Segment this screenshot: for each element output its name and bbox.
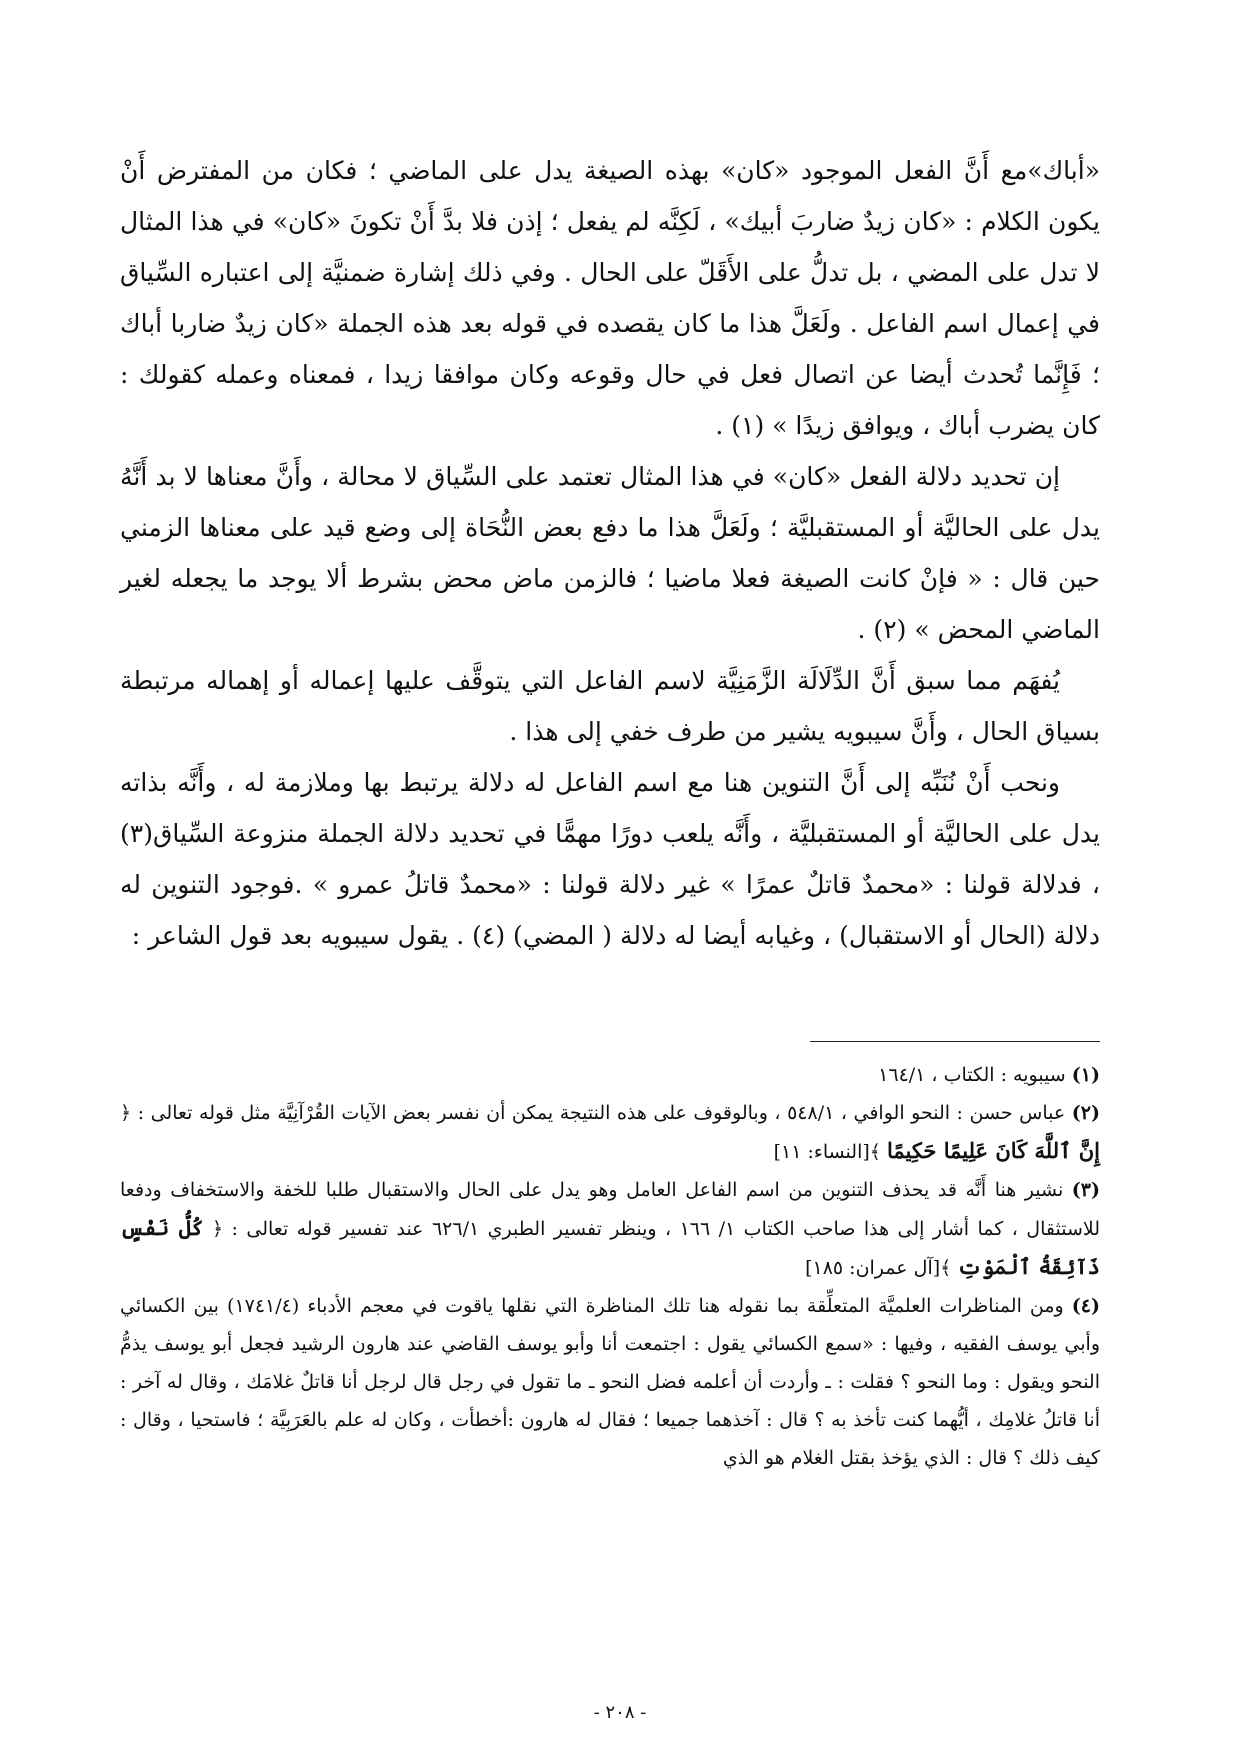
footnote-text: ومن المناظرات العلميَّة المتعلِّقة بما نقوله هنا تلك المناظرة التي نقلها ياقوت في معجم الأدباء (١٧٤١/٤) بين الكسائي وأبي يوسف الفقيه ، وفيها : «سمع الكسائي يقول : اجتمعت أنا وأبو يوسف القاضي عند هارون الرشيد فجعل أبو يوسف يذمُّ النحو ويقول : وما النحو ؟ فقلت : ـ وأردت أن أعلمه فضل النحو ـ ما تقول في رجل قال لرجل أنا قاتلٌ غلامَك ، وقال له آخر : أنا قاتلُ غلامِك ، أيُّهما كنت تأخذ به ؟ قال : آخذهما جميعا ؛ فقال له هارون :أخطأت ، وكان له علم بالعَرَبِيَّة ؛ فاستحيا ، وقال : كيف ذلك ؟ قال : الذي يؤخذ بقتل الغلام هو الذي xyxy=(120,1295,1100,1469)
footnote-number: (٤) xyxy=(1071,1295,1101,1317)
footnotes xyxy=(120,1056,1100,1477)
footnote-1 xyxy=(120,1056,1100,1094)
verse-reference: ﴾[النساء: ١١] xyxy=(773,1141,881,1163)
page-number: - ٢٠٨ - xyxy=(593,1702,647,1723)
footnote-2 xyxy=(120,1094,1100,1171)
footnote-text: نشير هنا أَنَّه قد يحذف التنوين من اسم الفاعل العامل وهو يدل على الحال والاستقبال طلبا للخفة والاستخفاف ودفعا للاستثقال ، كما أشار إلى هذا صاحب الكتاب ١/ ١٦٦ ، وينظر تفسير الطبري ٦٢٦/١ عند تفسير قوله تعالى : ﴿ xyxy=(120,1179,1101,1240)
quran-verse: كُلُّ نَفْسٍ ذَآئِقَةُ ٱلْمَوْتِ xyxy=(120,1215,1100,1279)
footnote-text: سيبويه : الكتاب ، ١٦٤/١ xyxy=(878,1064,1066,1086)
main-text xyxy=(120,145,1100,961)
footnote-number: (٣) xyxy=(1071,1179,1100,1201)
footnote-text: عباس حسن : النحو الوافي ، ٥٤٨/١ ، وبالوقوف على هذه النتيجة يمكن أن نفسر بعض الآيات القُرْآنِيَّة مثل قوله تعالى : ﴿ xyxy=(120,1102,1066,1124)
body-paragraph-1: «أباك»مع أَنَّ الفعل الموجود «كان» بهذه الصيغة يدل على الماضي ؛ فكان من المفترض أَنْ يكون الكلام : «كان زيدٌ ضاربَ أبيك» ، لَكِنَّه لم يفعل ؛ إذن فلا بدَّ أَنْ تكونَ «كان» في هذا المثال لا تدل على المضي ، بل تدلُّ على الأَقَلّ على الحال . وفي ذلك إشارة ضمنيَّة إلى اعتباره السِّياق في إعمال اسم الفاعل . ولَعَلَّ هذا ما كان يقصده في قوله بعد هذه الجملة «كان زيدٌ ضاربا أباك ؛ فَإِنَّما تُحدث أيضا عن اتصال فعل في حال وقوعه وكان موافقا زيدا ، فمعناه وعمله كقولك : كان يضرب أباك ، ويوافق زيدًا » (١) . xyxy=(120,156,1100,440)
body-paragraph-4: ونحب أَنْ نُنَبِّه إلى أَنَّ التنوين هنا مع اسم الفاعل له دلالة يرتبط بها وملازمة له ، وأَنَّه بذاته يدل على الحاليَّة أو المستقبليَّة ، وأَنَّه يلعب دورًا مهمًّا في تحديد دلالة الجملة منزوعة السِّياق(٣) ، فدلالة قولنا : «محمدٌ قاتلٌ عمرًا » غير دلالة قولنا : «محمدٌ قاتلُ عمرو » .فوجود التنوين له دلالة (الحال أو الاستقبال) ، وغيابه أيضا له دلالة ( المضي) (٤) . يقول سيبويه بعد قول الشاعر : xyxy=(120,768,1100,950)
footnote-4 xyxy=(120,1287,1100,1477)
footnote-number: (١) xyxy=(1071,1064,1100,1086)
footnote-3 xyxy=(120,1171,1100,1287)
footnote-number: (٢) xyxy=(1071,1102,1100,1124)
body-paragraph-2: إن تحديد دلالة الفعل «كان» في هذا المثال تعتمد على السِّياق لا محالة ، وأَنَّ معناها لا بد أَنَّهُ يدل على الحاليَّة أو المستقبليَّة ؛ ولَعَلَّ هذا ما دفع بعض النُّحَاة إلى وضع قيد على معناها الزمني حين قال : « فإنْ كانت الصيغة فعلا ماضيا ؛ فالزمن ماض محض بشرط ألا يوجد ما يجعله لغير الماضي المحض » (٢) . xyxy=(120,462,1100,644)
body-paragraph-3: يُفهَم مما سبق أَنَّ الدِّلَالَة الزَّمَنِيَّة لاسم الفاعل التي يتوقَّف عليها إعماله أو إهماله مرتبطة بسياق الحال ، وأَنَّ سيبويه يشير من طرف خفي إلى هذا . xyxy=(120,666,1100,746)
verse-reference: ﴾[آل عمران: ١٨٥] xyxy=(805,1257,952,1279)
page-content xyxy=(120,145,1100,1477)
quran-verse: إِنَّ ٱللَّهَ كَانَ عَلِيمًا حَكِيمًا xyxy=(886,1138,1100,1163)
footnote-divider xyxy=(810,1041,1100,1042)
